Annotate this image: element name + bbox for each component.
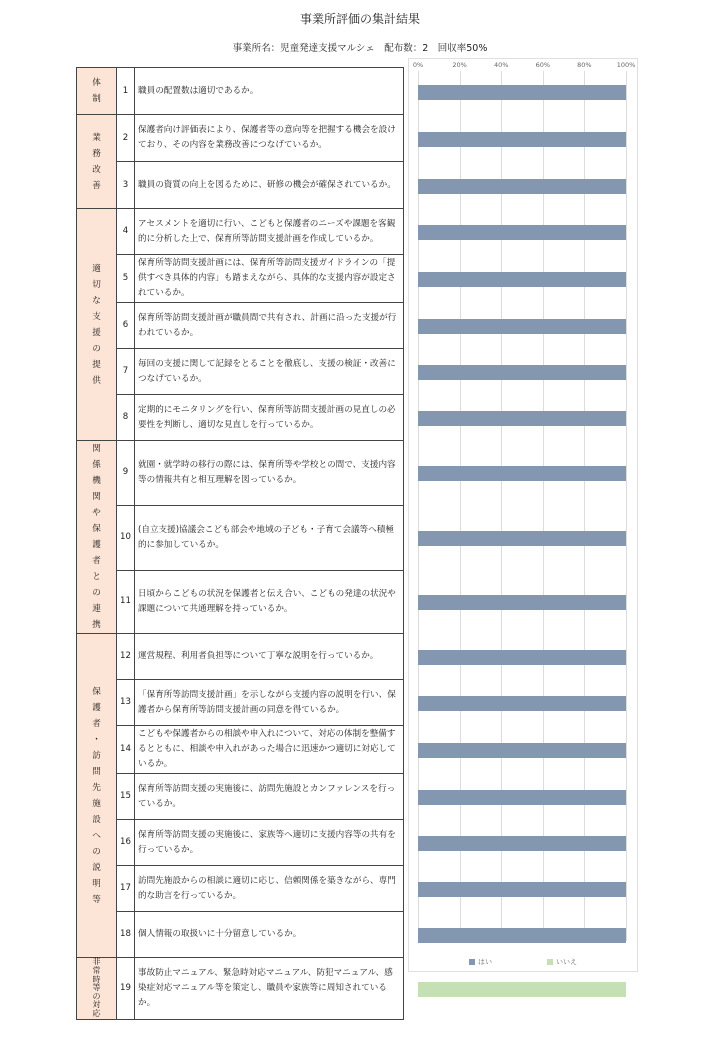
- question-number: 5: [117, 255, 135, 303]
- question-text: 職員の資質の向上を図るために、研修の機会が確保されているか。: [135, 162, 404, 209]
- question-number: 3: [117, 162, 135, 209]
- table-row: [77, 912, 404, 958]
- question-text: 訪問先施設からの相談に適切に応じ、信頼関係を築きながら、専門的な助言を行っているか。: [135, 866, 404, 912]
- question-number: 10: [117, 505, 135, 570]
- table-row: [77, 349, 404, 395]
- legend-swatch: [547, 959, 553, 965]
- question-text: 事故防止マニュアル、緊急時対応マニュアル、防犯マニュアル、感染症対応マニュアル等を策定し、職員や家族等に周知されているか。: [135, 958, 404, 1020]
- axis-tick-label: 40%: [493, 61, 509, 69]
- question-text: 運営規程、利用者負担等について丁寧な説明を行っているか。: [135, 634, 404, 680]
- question-text: 就園・就学時の移行の際には、保育所等や学校との間で、支援内容等の情報共有と相互理解を図っているか。: [135, 441, 404, 506]
- question-number: 12: [117, 634, 135, 680]
- category-label: 体 制: [92, 78, 101, 104]
- question-number: 19: [117, 958, 135, 1020]
- legend-label: いいえ: [556, 958, 577, 966]
- bar-q10-yes: [418, 531, 626, 546]
- table-row: [77, 162, 404, 209]
- category-label: 適 切 な 支 援 の 提 供: [92, 263, 101, 386]
- question-number: 4: [117, 209, 135, 255]
- question-number: 15: [117, 774, 135, 820]
- gridline: [418, 71, 419, 941]
- category-label: 関 係 機 関 や 保 護 者 と の 連 携: [92, 444, 101, 630]
- table-row: [77, 634, 404, 680]
- axis-tick-label: 20%: [452, 61, 467, 69]
- bar-q6-yes: [418, 319, 626, 334]
- question-number: 11: [117, 570, 135, 633]
- axis-tick-label: 60%: [535, 61, 551, 69]
- question-number: 8: [117, 395, 135, 441]
- gridline: [543, 71, 544, 941]
- legend-label: はい: [478, 958, 492, 966]
- bar-q3-yes: [418, 179, 626, 194]
- table-row: [77, 303, 404, 349]
- bar-q15-yes: [418, 790, 626, 805]
- question-number: 9: [117, 441, 135, 506]
- question-number: 7: [117, 349, 135, 395]
- bar-q4-yes: [418, 225, 626, 240]
- question-text: (自立支援)協議会こども部会や地域の子ども・子育て会議等へ積極的に参加しているか。: [135, 505, 404, 570]
- question-text: 「保育所等訪問支援計画」を示しながら支援内容の説明を行い、保護者から保育所等訪問支援計画の同意を得ているか。: [135, 680, 404, 726]
- gridline: [460, 71, 461, 941]
- category-cell: [77, 634, 117, 958]
- response-chart: [408, 58, 638, 972]
- axis-tick-label: 80%: [577, 61, 592, 69]
- table-row: [77, 570, 404, 633]
- category-cell: [77, 115, 117, 209]
- question-text: こどもや保護者からの相談や申入れについて、対応の体制を整備するとともに、相談や申入れがあった場合に迅速かつ適切に対応しているか。: [135, 726, 404, 774]
- category-cell: [77, 209, 117, 441]
- table-row: [77, 255, 404, 303]
- legend-entry: [469, 957, 492, 967]
- question-text: アセスメントを適切に行い、こどもと保護者のニーズや課題を客観的に分析した上で、保育所等訪問支援計画を作成しているか。: [135, 209, 404, 255]
- bar-q7-yes: [418, 365, 626, 380]
- bar-q18-yes: [418, 928, 626, 943]
- bar-q19-no: [418, 982, 626, 997]
- table-row: [77, 958, 404, 1020]
- table-row: [77, 209, 404, 255]
- question-text: 定期的にモニタリングを行い、保育所等訪問支援計画の見直しの必要性を判断し、適切な見直しを行っているか。: [135, 395, 404, 441]
- bar-q1-yes: [418, 85, 626, 100]
- bar-q5-yes: [418, 272, 626, 287]
- page-title: 事業所評価の集計結果: [299, 12, 420, 26]
- question-text: 保育所等訪問支援の実施後に、家族等へ適切に支援内容等の共有を行っているか。: [135, 820, 404, 866]
- evaluation-table: [76, 67, 404, 1020]
- question-number: 2: [117, 115, 135, 162]
- question-number: 18: [117, 912, 135, 958]
- gridline: [501, 71, 502, 941]
- question-number: 17: [117, 866, 135, 912]
- question-number: 16: [117, 820, 135, 866]
- question-text: 個人情報の取扱いに十分留意しているか。: [135, 912, 404, 958]
- legend-swatch: [469, 959, 475, 965]
- bar-q13-yes: [418, 696, 626, 711]
- question-text: 保育所等訪問支援計画には、保育所等訪問支援ガイドラインの「提供すべき具体的内容」も踏まえながら、具体的な支援内容が設定されているか。: [135, 255, 404, 303]
- category-label: 非 常 時 等 の 対 応: [92, 957, 101, 1018]
- bar-q11-yes: [418, 595, 626, 610]
- bar-q17-yes: [418, 882, 626, 897]
- gridline: [584, 71, 585, 941]
- table-row: [77, 441, 404, 506]
- bar-q8-yes: [418, 411, 626, 426]
- question-number: 13: [117, 680, 135, 726]
- bar-q2-yes: [418, 132, 626, 147]
- table-row: [77, 774, 404, 820]
- question-text: 職員の配置数は適切であるか。: [135, 68, 404, 115]
- table-row: [77, 395, 404, 441]
- gridline: [626, 71, 627, 941]
- question-number: 1: [117, 68, 135, 115]
- bar-q16-yes: [418, 836, 626, 851]
- table-row: [77, 115, 404, 162]
- page-subtitle: 事業所名：児童発達支援マルシェ 配布数：2 回収率50%: [232, 43, 488, 54]
- table-row: [77, 505, 404, 570]
- category-label: 業 務 改 善: [92, 132, 101, 191]
- question-text: 日頃からこどもの状況を保護者と伝え合い、こどもの発達の状況や課題について共通理解を持っているか。: [135, 570, 404, 633]
- axis-tick-label: 100%: [616, 61, 636, 69]
- question-text: 保護者向け評価表により、保護者等の意向等を把握する機会を設けており、その内容を業務改善につなげているか。: [135, 115, 404, 162]
- table-row: [77, 866, 404, 912]
- question-number: 14: [117, 726, 135, 774]
- table-row: [77, 726, 404, 774]
- legend-entry: [547, 957, 577, 967]
- axis-tick-label: 0%: [412, 61, 424, 69]
- table-row: [77, 820, 404, 866]
- category-cell: [77, 958, 117, 1020]
- question-text: 毎回の支援に関して記録をとることを徹底し、支援の検証・改善につなげているか。: [135, 349, 404, 395]
- category-cell: [77, 441, 117, 634]
- category-label: 保 護 者 ・ 訪 問 先 施 設 へ の 説 明 等: [92, 686, 101, 905]
- table-row: [77, 680, 404, 726]
- table-row: [77, 68, 404, 115]
- question-text: 保育所等訪問支援の実施後に、訪問先施設とカンファレンスを行っているか。: [135, 774, 404, 820]
- bar-q14-yes: [418, 743, 626, 758]
- question-number: 6: [117, 303, 135, 349]
- question-text: 保育所等訪問支援計画が職員間で共有され、計画に沿った支援が行われているか。: [135, 303, 404, 349]
- bar-q12-yes: [418, 650, 626, 665]
- category-cell: [77, 68, 117, 115]
- bar-q9-yes: [418, 466, 626, 481]
